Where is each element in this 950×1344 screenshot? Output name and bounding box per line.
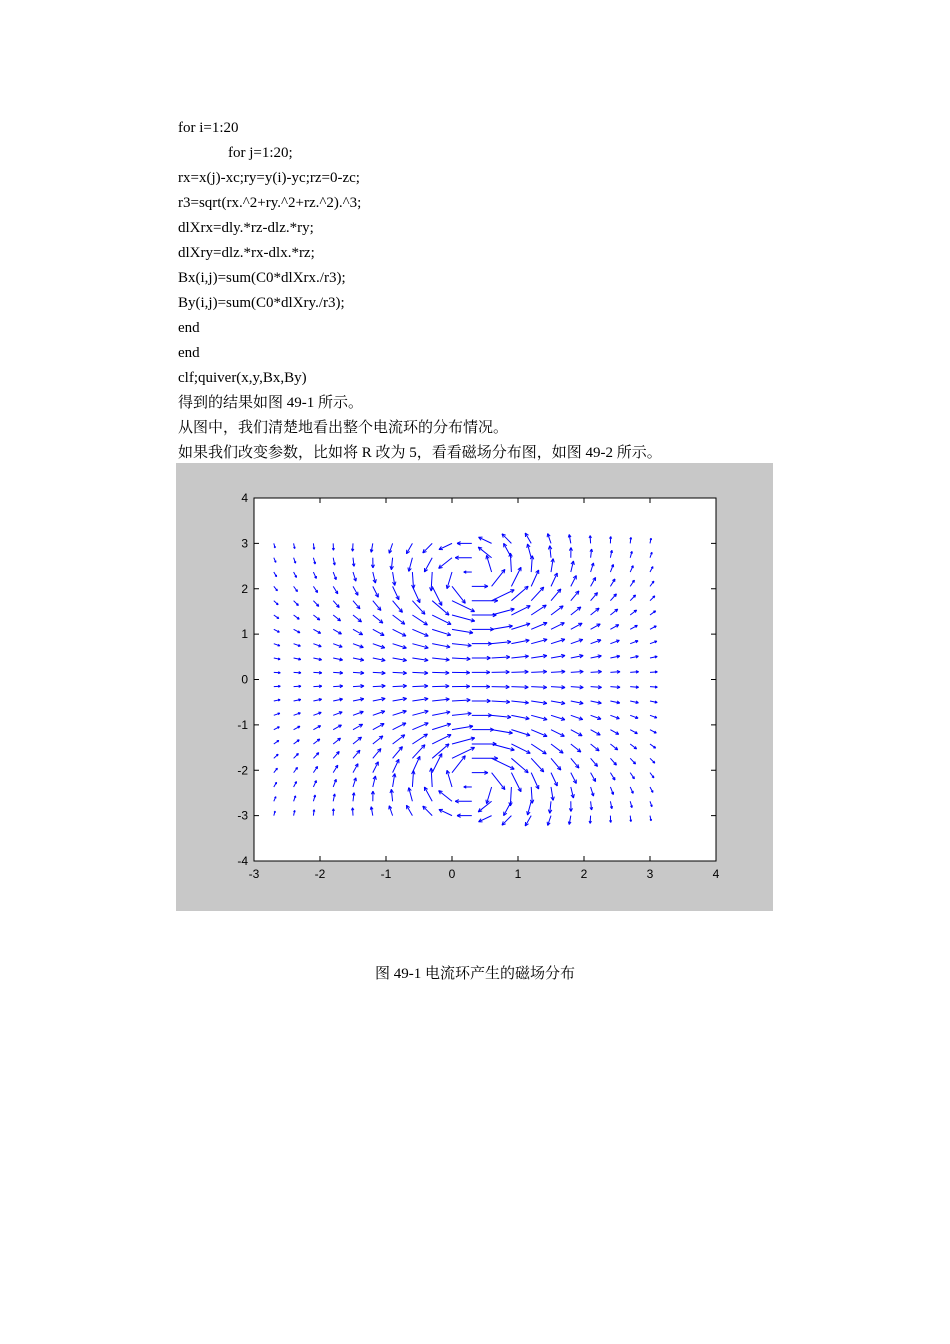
- x-tick-label: 0: [448, 867, 456, 881]
- text-line: 得到的结果如图 49-1 所示。: [178, 395, 363, 411]
- x-tick-label: -3: [248, 867, 260, 881]
- text-line: rx=x(j)-xc;ry=y(i)-yc;rz=0-zc;: [178, 170, 360, 186]
- y-tick-label: 2: [241, 581, 248, 596]
- x-tick-label: -1: [380, 867, 392, 881]
- x-tick-label: -2: [314, 867, 326, 881]
- text-line: for j=1:20;: [228, 145, 293, 161]
- text-line: r3=sqrt(rx.^2+ry.^2+rz.^2).^3;: [178, 195, 362, 211]
- quiver-plot: [176, 463, 773, 911]
- code-block: [178, 116, 662, 466]
- y-tick-label: -4: [237, 854, 248, 868]
- text-line: end: [178, 345, 200, 361]
- y-tick-label: -2: [237, 763, 248, 778]
- text-line: 从图中，我们清楚地看出整个电流环的分布情况。: [178, 420, 509, 436]
- x-tick-label: 3: [646, 867, 654, 881]
- y-tick-label: 3: [241, 536, 248, 551]
- y-tick-label: -1: [237, 717, 248, 732]
- x-tick-label: 1: [514, 867, 522, 881]
- text-line: end: [178, 320, 200, 336]
- text-line: dlXry=dlz.*rx-dlx.*rz;: [178, 245, 315, 261]
- figure-49-1: [176, 463, 773, 911]
- text-line: By(i,j)=sum(C0*dlXry./r3);: [178, 295, 345, 311]
- y-tick-label: 1: [241, 627, 248, 642]
- text-line: 如果我们改变参数，比如将 R 改为 5，看看磁场分布图，如图 49-2 所示。: [178, 445, 662, 461]
- y-tick-label: 4: [241, 491, 248, 505]
- y-tick-label: -3: [237, 808, 248, 823]
- text-line: dlXrx=dly.*rz-dlz.*ry;: [178, 220, 314, 236]
- text-line: clf;quiver(x,y,Bx,By): [178, 370, 307, 386]
- x-tick-label: 4: [712, 867, 720, 881]
- y-tick-label: 0: [241, 672, 248, 687]
- x-tick-label: 2: [580, 867, 588, 881]
- text-line: Bx(i,j)=sum(C0*dlXrx./r3);: [178, 270, 346, 286]
- figure-caption: 图 49-1 电流环产生的磁场分布: [375, 966, 575, 982]
- text-line: for i=1:20: [178, 120, 239, 136]
